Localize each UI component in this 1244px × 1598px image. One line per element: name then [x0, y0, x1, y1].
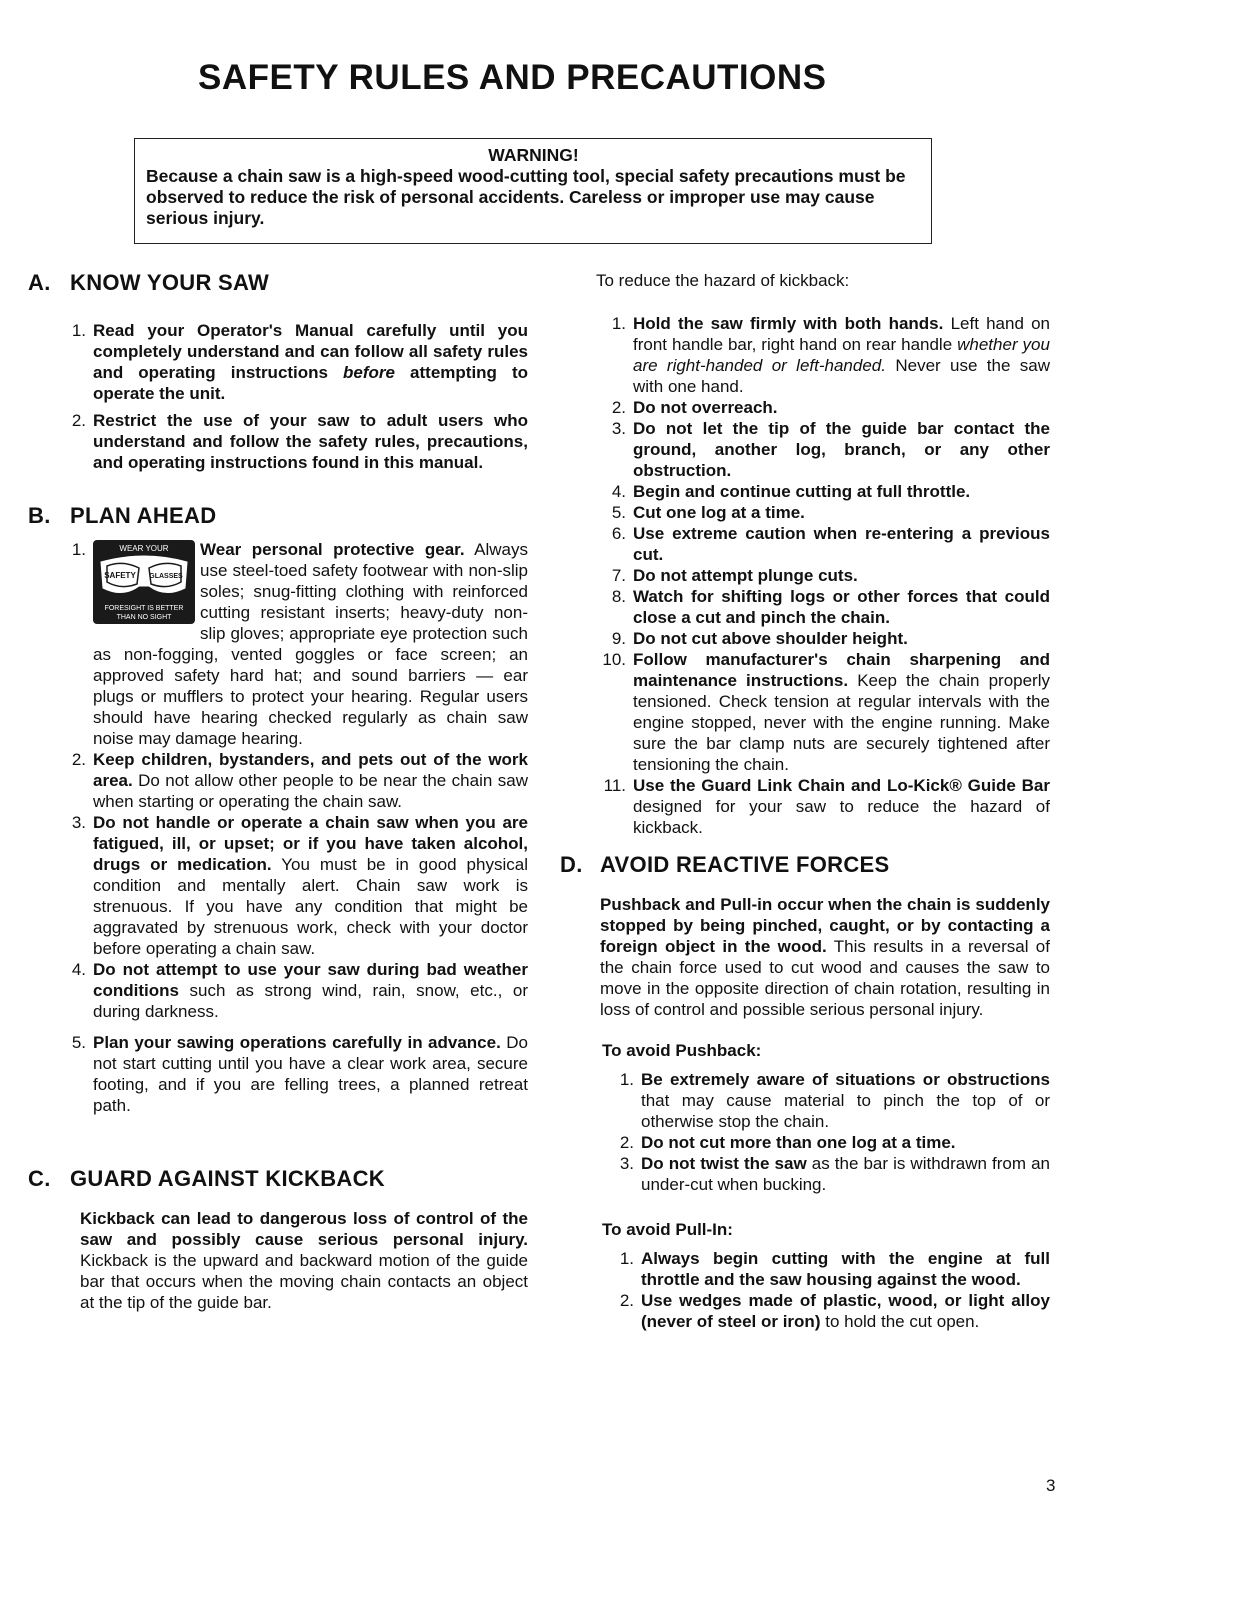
list-item: 10. Follow manufacturer's chain sharpening and maintenance instructions. Keep the chain properly tensioned. Check tension at regular intervals with the engine stopped, never with the engine running. Make sure the bar clamp nuts are securely tightened after tensioning the chain.: [602, 650, 1050, 774]
section-c-heading: C. GUARD AGAINST KICKBACK: [28, 1166, 385, 1191]
section-b-list: [28, 539, 528, 1116]
list-item: 2. Do not cut more than one log at a time.: [619, 1133, 956, 1152]
goggles-bottom-text-2: THAN NO SIGHT: [116, 614, 172, 621]
list-item: 5. Cut one log at a time.: [611, 503, 805, 522]
section-d-heading: D. AVOID REACTIVE FORCES: [560, 852, 890, 877]
list-item: 2. Do not overreach.: [611, 398, 778, 417]
list-item: 1. Hold the saw firmly with both hands. Left hand on front handle bar, right hand on rear handle whether you are right-handed or left-handed. Never use the saw with one hand.: [611, 314, 1051, 396]
section-a-list: [28, 320, 528, 473]
list-item: 1. Read your Operator's Manual carefully until you completely understand and can follow all safety rules and operating instructions before attempting to operate the unit.: [71, 321, 528, 403]
list-item: 3. Do not handle or operate a chain saw when you are fatigued, ill, or upset; or if you have taken alcohol, drugs or medication. You must be in good physical condition and mentally alert. Chain saw work is strenuous. If you have any condition that might be aggravated by strenuous work, check with your doctor before operating a chain saw.: [71, 813, 528, 958]
section-a-heading: A. KNOW YOUR SAW: [28, 270, 270, 295]
list-item: 5. Plan your sawing operations carefully in advance. Do not start cutting until you have a clear work area, secure footing, and if you are felling trees, a planned retreat path.: [71, 1033, 528, 1115]
pullin-heading: To avoid Pull-In:: [602, 1220, 733, 1239]
warning-box: [134, 138, 932, 244]
list-item: 2. Use wedges made of plastic, wood, or light alloy (never of steel or iron) to hold the cut open.: [619, 1291, 1050, 1331]
pushback-heading: To avoid Pushback:: [602, 1041, 762, 1060]
list-item: 1. Be extremely aware of situations or obstructions that may cause material to pinch the top of or otherwise stop the chain.: [619, 1070, 1050, 1131]
pullin-list: [560, 1248, 1050, 1332]
list-item: 11. Use the Guard Link Chain and Lo-Kick® Guide Bar designed for your saw to reduce the hazard of kickback.: [603, 776, 1050, 837]
list-item: 1. WEAR YOUR SAFETY GLASSES FORESIGHT IS BETTER THAN NO SIGHT Wear personal protective gear. Always use steel-toed safety footwear with non-slip soles; snug-fitting clothing with reinforced cutting resistant inserts; heavy-duty non-slip gloves; appropriate eye protection such as non-fogging, vented goggles or face screen; an approved safety hard hat; and sound barriers — ear plugs or mufflers to protect your hearing. Regular users should have hearing checked regularly as chain saw noise may damage hearing.: [71, 540, 528, 748]
list-item: 7. Do not attempt plunge cuts.: [611, 566, 858, 585]
list-item: 9. Do not cut above shoulder height.: [611, 629, 908, 648]
goggles-top-text: WEAR YOUR: [119, 544, 169, 553]
section-d-paragraph: Pushback and Pull-in occur when the chain is suddenly stopped by being pinched, caught, or by contacting a foreign object in the wood. This results in a reversal of the chain force used to cut wood and causes the saw to move in the opposite direction of chain rotation, resulting in loss of control and possible serious personal injury.: [600, 895, 1050, 1019]
section-c-paragraph: Kickback can lead to dangerous loss of control of the saw and possibly cause serious personal injury. Kickback is the upward and backward motion of the guide bar that occurs when the moving chain contacts an object at the tip of the guide bar.: [80, 1209, 528, 1312]
kickback-list: [560, 313, 1050, 838]
list-item: 4. Begin and continue cutting at full throttle.: [611, 482, 971, 501]
list-item: 4. Do not attempt to use your saw during bad weather conditions such as strong wind, rain, snow, etc., or during darkness.: [71, 960, 528, 1021]
list-item: 3. Do not twist the saw as the bar is withdrawn from an under-cut when bucking.: [619, 1154, 1050, 1194]
warning-body: Because a chain saw is a high-speed wood-cutting tool, special safety precautions must be observed to reduce the risk of personal accidents. Careless or improper use may cause serious injury.: [146, 166, 906, 228]
goggles-left-text: SAFETY: [104, 571, 136, 580]
page-number: 3: [1046, 1476, 1056, 1495]
list-item: 3. Do not let the tip of the guide bar contact the ground, another log, branch, or any other obstruction.: [611, 419, 1050, 480]
list-item: 6. Use extreme caution when re-entering a previous cut.: [611, 524, 1050, 564]
list-item: 8. Watch for shifting logs or other forces that could close a cut and pinch the chain.: [611, 587, 1050, 627]
goggles-right-text: GLASSES: [149, 573, 183, 580]
kickback-intro: To reduce the hazard of kickback:: [596, 271, 850, 290]
list-item: 2. Restrict the use of your saw to adult users who understand and follow the safety rules, precautions, and operating instructions found in this manual.: [71, 411, 528, 472]
page-title: SAFETY RULES AND PRECAUTIONS: [198, 58, 827, 97]
section-b-heading: B. PLAN AHEAD: [28, 503, 217, 528]
safety-glasses-icon: [93, 540, 195, 629]
goggles-bottom-text-1: FORESIGHT IS BETTER: [104, 605, 184, 612]
left-column: [28, 270, 528, 1313]
warning-title: WARNING!: [488, 145, 579, 165]
list-item: 1. Always begin cutting with the engine at full throttle and the saw housing against the wood.: [619, 1249, 1050, 1289]
right-column: [560, 270, 1050, 1332]
pushback-list: [560, 1069, 1050, 1195]
list-item: 2. Keep children, bystanders, and pets out of the work area. Do not allow other people to be near the chain saw when starting or operating the chain saw.: [71, 750, 528, 811]
